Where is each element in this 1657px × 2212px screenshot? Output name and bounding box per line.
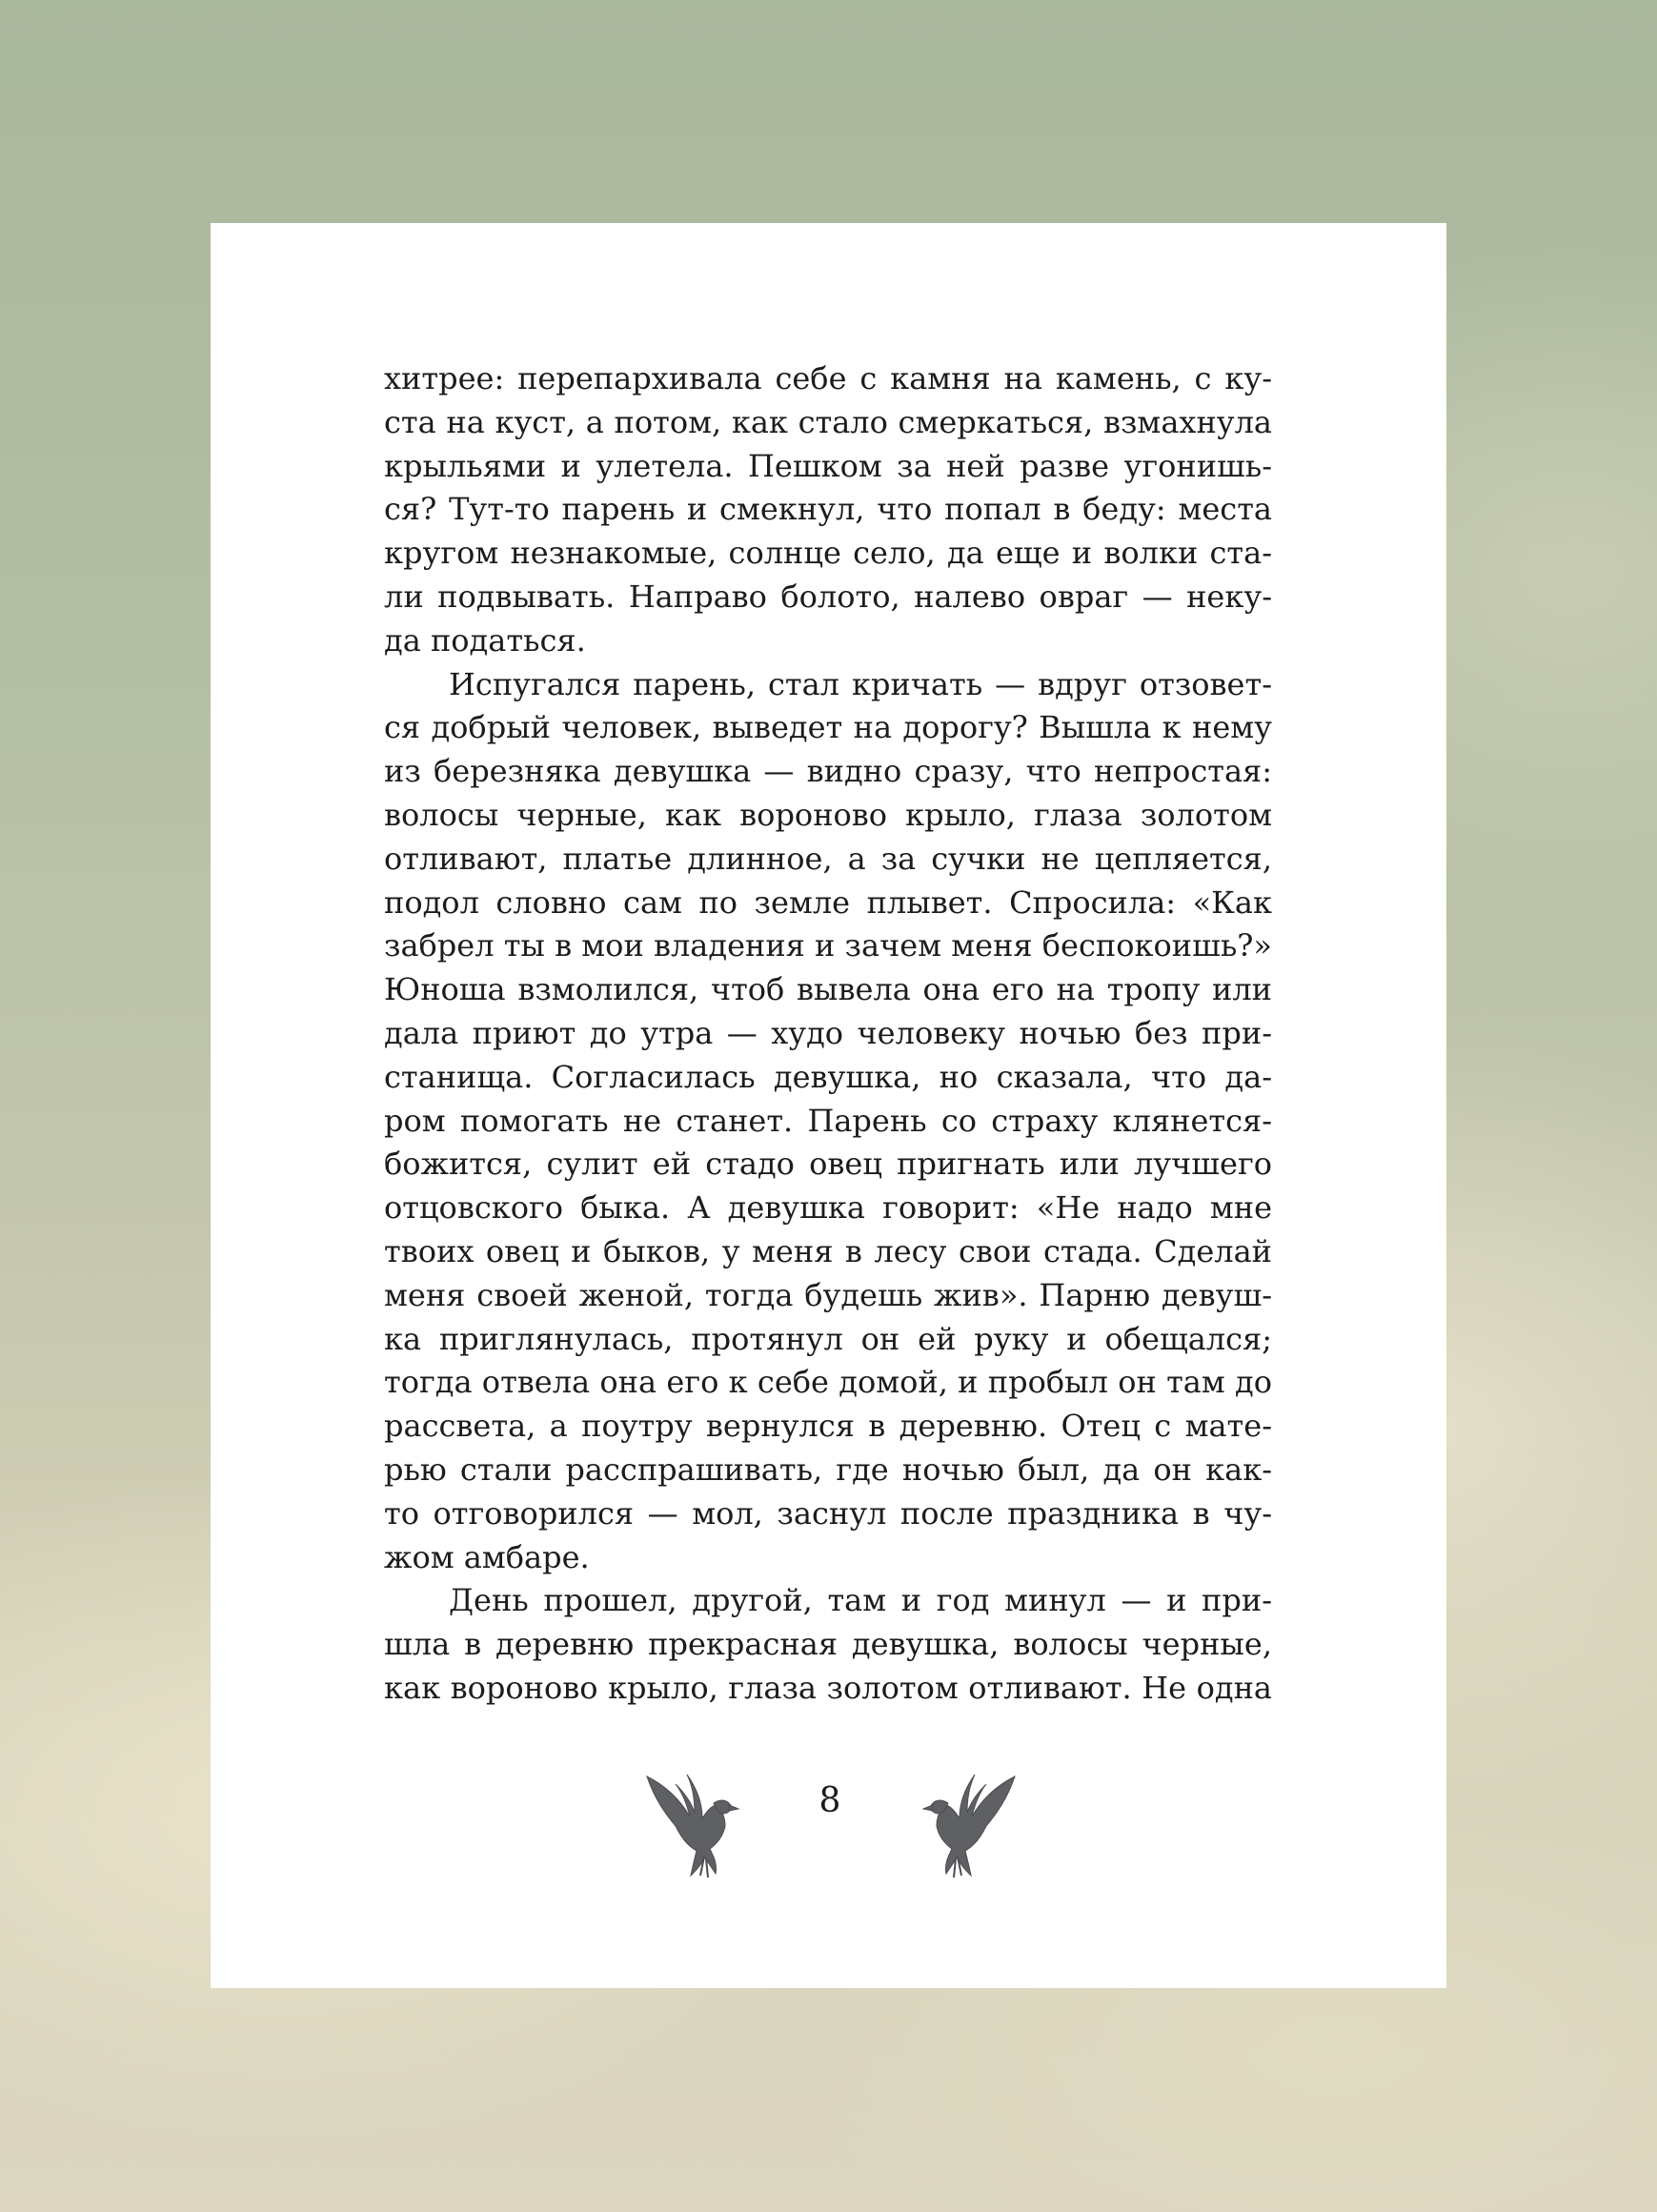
body-text [384, 357, 1272, 1711]
text-line: забрел ты в мои владения и зачем меня беспокоишь?» [384, 927, 1272, 964]
text-line: меня своей женой, тогда будешь жив». Парню девуш- [384, 1276, 1272, 1313]
text-line: божится, сулит ей стадо овец пригнать или лучшего [384, 1146, 1272, 1183]
text-line: ся? Тут-то парень и смекнул, что попал в беду: места [384, 491, 1272, 528]
text-line: да податься. [384, 621, 586, 659]
text-line: подол словно сам по земле плывет. Спросила: «Как [384, 883, 1272, 921]
text-line: ка приглянулась, протянул он ей руку и обещался; [384, 1320, 1272, 1357]
text-line: твоих овец и быков, у меня в лесу свои стада. Сделай [384, 1232, 1272, 1269]
raven-icon [910, 1757, 1024, 1891]
text-line: дала приют до утра — худо человеку ночью без при- [384, 1014, 1272, 1051]
text-line: как вороново крыло, глаза золотом отливают. Не одна [384, 1669, 1272, 1706]
text-line: Испугался парень, стал кричать — вдруг отзовет- [449, 665, 1272, 702]
text-line: станища. Согласилась девушка, но сказала, что да- [384, 1058, 1272, 1095]
text-line: волосы черные, как вороново крыло, глаза золотом [384, 796, 1272, 833]
raven-icon [637, 1757, 752, 1891]
text-line: тогда отвела она его к себе домой, и пробыл он там до [384, 1364, 1272, 1401]
text-line: отливают, платье длинное, а за сучки не цепляется, [384, 840, 1272, 877]
text-line: жом амбаре. [384, 1538, 590, 1575]
text-line: рассвета, а поутру вернулся в деревню. Отец с мате- [384, 1408, 1272, 1445]
text-line: хитрее: перепархивала себе с камня на камень, с ку- [384, 360, 1272, 396]
text-line: из березняка девушка — видно сразу, что непростая: [384, 753, 1272, 790]
text-line: то отговорился — мол, заснул после праздника в чу- [384, 1494, 1272, 1532]
page-number: 8 [818, 1781, 841, 1820]
text-line: шла в деревню прекрасная девушка, волосы черные, [384, 1626, 1272, 1663]
text-line: кругом незнакомые, солнце село, да еще и волки ста- [384, 535, 1272, 572]
text-line: ром помогать не станет. Парень со страху клянется- [384, 1102, 1272, 1139]
text-line: ли подвывать. Направо болото, налево овраг — неку- [384, 578, 1272, 615]
text-line: ста на куст, а потом, как стало смеркаться, взмахнула [384, 403, 1272, 440]
text-line: Юноша взмолился, чтоб вывела она его на тропу или [384, 971, 1272, 1008]
text-line: рью стали расспрашивать, где ночью был, да он как- [384, 1451, 1272, 1488]
book-page [211, 223, 1446, 1988]
text-line: День прошел, другой, там и год минул — и при- [449, 1582, 1272, 1619]
text-line: отцовского быка. А девушка говорит: «Не надо мне [384, 1189, 1272, 1227]
text-line: крыльями и улетела. Пешком за ней разве угонишь- [384, 447, 1272, 484]
text-line: ся добрый человек, выведет на дорогу? Вышла к нему [384, 709, 1272, 746]
page-footer [211, 1757, 1446, 1891]
